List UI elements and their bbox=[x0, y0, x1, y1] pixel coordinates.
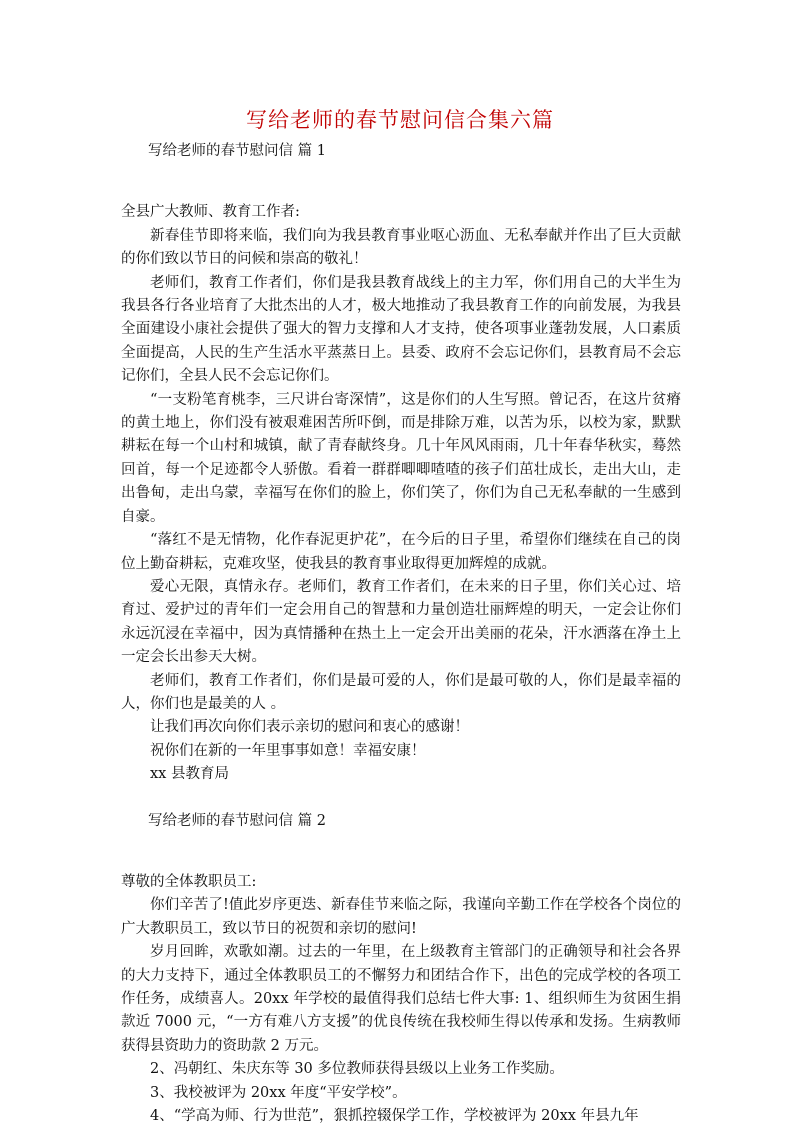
letter-section-2 bbox=[121, 810, 681, 1129]
section-heading: 写给老师的春节慰问信 篇 1 bbox=[148, 143, 326, 159]
paragraph: 岁月回眸，欢歌如潮。过去的一年里，在上级教育主管部门的正确领导和社会各界的大力支持下，通过全体教职员工的不懈努力和团结合作下，出色的完成学校的各项工作任务，成绩喜人。20xx 年学校的最值得我们总结七件大事: 1、组织师生为贫困生捐款近 7000 元，“一方有难八方支援”的优良传统在我校师生得以传承和发扬。生病教师获得县资助力的资助款 2 万元。 bbox=[121, 944, 681, 1054]
paragraph: 新春佳节即将来临，我们向为我县教育事业呕心沥血、无私奉献并作出了巨大贡献的你们致以节日的问候和崇高的敬礼！ bbox=[121, 227, 681, 268]
letter-section-1 bbox=[121, 140, 681, 787]
paragraph: “一支粉笔育桃李，三尺讲台寄深情”，这是你们的人生写照。曾记否，在这片贫瘠的黄土地上，你们没有被艰难困苦所吓倒，而是排除万难，以苦为乐，以校为家，默默耕耘在每一个山村和城镇，献了青春献终身。几十年风风雨雨，几十年春华秋实，蓦然回首，每一个足迹都令人骄傲。看着一群群唧唧喳喳的孩子们茁壮成长，走出大山，走出鲁甸，走出乌蒙，幸福写在你们的脸上，你们笑了，你们为自己无私奉献的一生感到自豪。 bbox=[121, 391, 681, 525]
paragraph: 2、冯朝红、朱庆东等 30 多位教师获得县级以上业务工作奖励。 bbox=[150, 1061, 564, 1078]
salutation: 全县广大教师、教育工作者: bbox=[121, 204, 300, 221]
paragraph: 老师们，教育工作者们，你们是最可爱的人，你们是最可敬的人，你们是最幸福的人，你们也是最美的人 。 bbox=[121, 672, 681, 712]
paragraph: 祝你们在新的一年里事事如意！幸福安康！ bbox=[150, 742, 426, 759]
paragraph: 让我们再次向你们表示亲切的慰问和衷心的感谢！ bbox=[150, 719, 469, 736]
section-heading: 写给老师的春节慰问信 篇 2 bbox=[148, 812, 326, 829]
paragraph: 你们辛苦了!值此岁序更迭、新春佳节来临之际，我谨向辛勤工作在学校各个岗位的广大教职员工，致以节日的祝贺和亲切的慰问! bbox=[121, 897, 681, 937]
paragraph: “落红不是无情物，化作春泥更护花”，在今后的日子里，希望你们继续在自己的岗位上勤奋耕耘，克难攻坚，使我县的教育事业取得更加辉煌的成就。 bbox=[121, 532, 681, 572]
document-title: 写给老师的春节慰问信合集六篇 bbox=[246, 108, 554, 132]
signature: xx 县教育局 bbox=[150, 766, 229, 783]
document-body bbox=[121, 140, 681, 1128]
salutation: 尊敬的全体教职员工: bbox=[121, 873, 257, 890]
paragraph: 3、我校被评为 20xx 年度“平安学校”。 bbox=[150, 1084, 407, 1101]
paragraph: 4、“学高为师、行为世范”，狠抓控辍保学工作，学校被评为 20xx 年县九年 bbox=[150, 1108, 639, 1125]
paragraph: 爱心无限，真情永存。老师们，教育工作者们，在未来的日子里，你们关心过、培育过、爱护过的青年们一定会用自己的智慧和力量创造壮丽辉煌的明天，一定会让你们永远沉浸在幸福中，因为真情播种在热土上一定会开出美丽的花朵，汗水洒落在净土上一定会长出参天大树。 bbox=[121, 578, 681, 666]
paragraph: 老师们，教育工作者们，你们是我县教育战线上的主力军，你们用自己的大半生为我县各行各业培育了大批杰出的人才，极大地推动了我县教育工作的向前发展，为我县全面建设小康社会提供了强大的智力支撑和人才支持，使各项事业蓬勃发展，人口素质全面提高，人民的生产生活水平蒸蒸日上。县委、政府不会忘记你们，县教育局不会忘记你们，全县人民不会忘记你们。 bbox=[121, 274, 681, 385]
